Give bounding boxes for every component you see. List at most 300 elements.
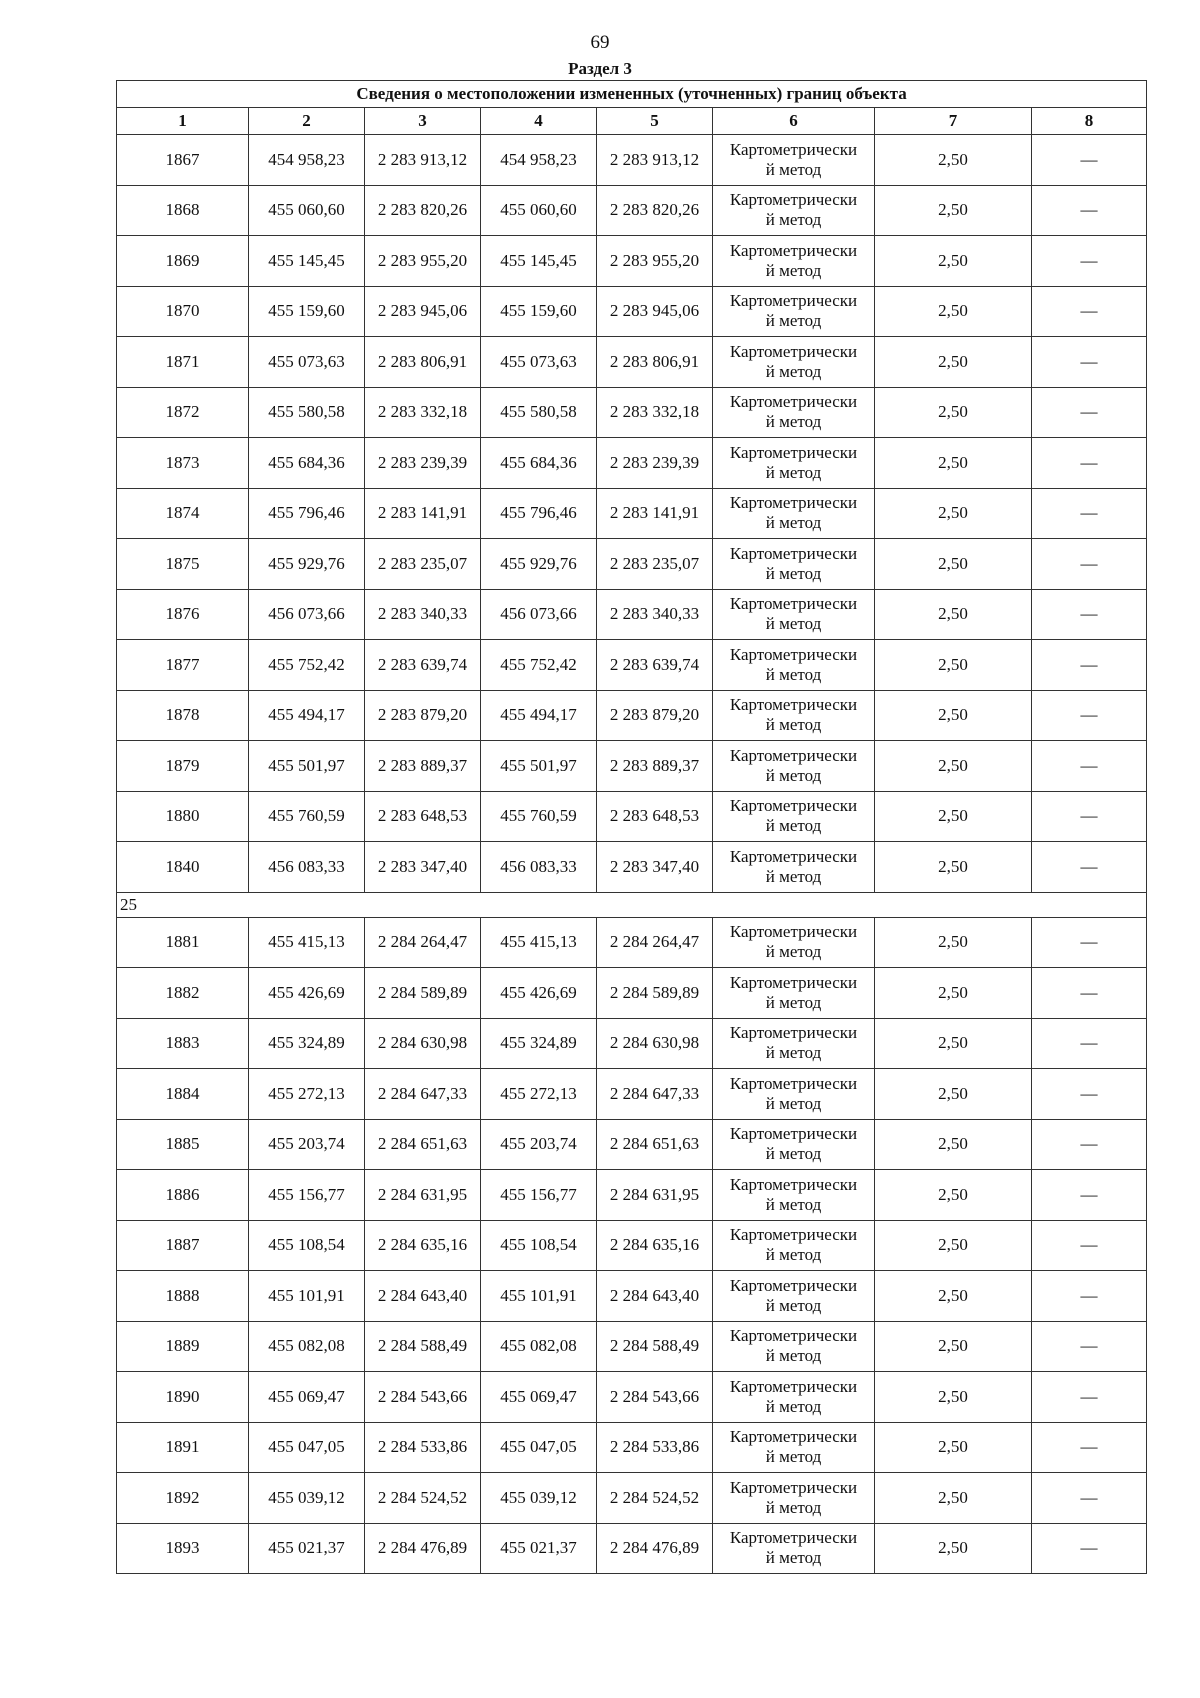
point-id-cell: 1886 bbox=[117, 1170, 249, 1221]
table-row bbox=[117, 1422, 1147, 1473]
method-text-line: й метод bbox=[765, 1144, 822, 1164]
y-new-cell: 2 283 806,91 bbox=[597, 337, 713, 388]
point-id-cell: 1880 bbox=[117, 791, 249, 842]
table-row bbox=[117, 690, 1147, 741]
description-cell: — bbox=[1032, 589, 1147, 640]
table-row bbox=[117, 1271, 1147, 1322]
point-id-cell: 1879 bbox=[117, 741, 249, 792]
method-text-line: Картометрически bbox=[729, 695, 858, 715]
page-number: 69 bbox=[590, 32, 610, 53]
description-cell: — bbox=[1032, 1170, 1147, 1221]
point-id-cell: 1867 bbox=[117, 135, 249, 186]
method-text-line: Картометрически bbox=[729, 796, 858, 816]
x-new-cell: 454 958,23 bbox=[481, 135, 597, 186]
y-old-cell: 2 284 589,89 bbox=[365, 968, 481, 1019]
column-number: 6 bbox=[713, 108, 875, 135]
description-cell: — bbox=[1032, 917, 1147, 968]
description-cell: — bbox=[1032, 640, 1147, 691]
table-row bbox=[117, 236, 1147, 287]
x-new-cell: 455 415,13 bbox=[481, 917, 597, 968]
point-id-cell: 1877 bbox=[117, 640, 249, 691]
point-id-cell: 1870 bbox=[117, 286, 249, 337]
x-old-cell: 455 415,13 bbox=[249, 917, 365, 968]
method-text-line: Картометрически bbox=[729, 972, 858, 992]
y-old-cell: 2 284 533,86 bbox=[365, 1422, 481, 1473]
method-text-line: Картометрически bbox=[729, 341, 858, 361]
point-id-cell: 1881 bbox=[117, 917, 249, 968]
table-row bbox=[117, 968, 1147, 1019]
point-id-cell: 1876 bbox=[117, 589, 249, 640]
method-cell bbox=[713, 690, 875, 741]
table-row bbox=[117, 539, 1147, 590]
y-new-cell: 2 284 635,16 bbox=[597, 1220, 713, 1271]
x-new-cell: 455 752,42 bbox=[481, 640, 597, 691]
method-text-line: Картометрически bbox=[729, 392, 858, 412]
x-old-cell: 455 684,36 bbox=[249, 438, 365, 489]
accuracy-cell: 2,50 bbox=[875, 135, 1032, 186]
method-text-line: Картометрически bbox=[729, 139, 858, 159]
accuracy-cell: 2,50 bbox=[875, 1422, 1032, 1473]
point-id-cell: 1889 bbox=[117, 1321, 249, 1372]
method-cell bbox=[713, 1069, 875, 1120]
x-old-cell: 454 958,23 bbox=[249, 135, 365, 186]
x-old-cell: 455 760,59 bbox=[249, 791, 365, 842]
point-id-cell: 1873 bbox=[117, 438, 249, 489]
accuracy-cell: 2,50 bbox=[875, 236, 1032, 287]
y-new-cell: 2 283 648,53 bbox=[597, 791, 713, 842]
method-cell bbox=[713, 438, 875, 489]
table-row bbox=[117, 1018, 1147, 1069]
y-new-cell: 2 284 643,40 bbox=[597, 1271, 713, 1322]
table-row bbox=[117, 337, 1147, 388]
method-cell bbox=[713, 589, 875, 640]
x-old-cell: 455 580,58 bbox=[249, 387, 365, 438]
column-number: 2 bbox=[249, 108, 365, 135]
table-row bbox=[117, 917, 1147, 968]
y-old-cell: 2 283 879,20 bbox=[365, 690, 481, 741]
y-new-cell: 2 283 141,91 bbox=[597, 488, 713, 539]
method-cell bbox=[713, 1220, 875, 1271]
x-new-cell: 455 101,91 bbox=[481, 1271, 597, 1322]
y-new-cell: 2 283 955,20 bbox=[597, 236, 713, 287]
accuracy-cell: 2,50 bbox=[875, 917, 1032, 968]
section-title: Раздел 3 bbox=[568, 59, 632, 78]
table-row bbox=[117, 1523, 1147, 1574]
boundary-coordinates-table bbox=[116, 80, 1147, 1574]
description-cell: — bbox=[1032, 1119, 1147, 1170]
x-old-cell: 455 426,69 bbox=[249, 968, 365, 1019]
accuracy-cell: 2,50 bbox=[875, 1069, 1032, 1120]
point-id-cell: 1892 bbox=[117, 1473, 249, 1524]
description-cell: — bbox=[1032, 1271, 1147, 1322]
x-new-cell: 455 580,58 bbox=[481, 387, 597, 438]
y-old-cell: 2 283 239,39 bbox=[365, 438, 481, 489]
accuracy-cell: 2,50 bbox=[875, 589, 1032, 640]
y-old-cell: 2 283 332,18 bbox=[365, 387, 481, 438]
accuracy-cell: 2,50 bbox=[875, 640, 1032, 691]
accuracy-cell: 2,50 bbox=[875, 968, 1032, 1019]
description-cell: — bbox=[1032, 185, 1147, 236]
y-old-cell: 2 283 347,40 bbox=[365, 842, 481, 893]
x-new-cell: 455 073,63 bbox=[481, 337, 597, 388]
method-cell bbox=[713, 286, 875, 337]
accuracy-cell: 2,50 bbox=[875, 1018, 1032, 1069]
group-label: 25 bbox=[117, 892, 1147, 917]
method-text-line: й метод bbox=[765, 1194, 822, 1214]
point-id-cell: 1878 bbox=[117, 690, 249, 741]
y-new-cell: 2 284 264,47 bbox=[597, 917, 713, 968]
description-cell: — bbox=[1032, 337, 1147, 388]
method-text-line: й метод bbox=[765, 1447, 822, 1467]
method-cell bbox=[713, 539, 875, 590]
column-number: 5 bbox=[597, 108, 713, 135]
point-id-cell: 1885 bbox=[117, 1119, 249, 1170]
y-old-cell: 2 283 141,91 bbox=[365, 488, 481, 539]
y-new-cell: 2 283 235,07 bbox=[597, 539, 713, 590]
method-cell bbox=[713, 1473, 875, 1524]
x-new-cell: 455 021,37 bbox=[481, 1523, 597, 1574]
y-new-cell: 2 283 879,20 bbox=[597, 690, 713, 741]
description-cell: — bbox=[1032, 135, 1147, 186]
table-row bbox=[117, 1372, 1147, 1423]
table-row bbox=[117, 1473, 1147, 1524]
x-old-cell: 455 156,77 bbox=[249, 1170, 365, 1221]
accuracy-cell: 2,50 bbox=[875, 337, 1032, 388]
point-id-cell: 1840 bbox=[117, 842, 249, 893]
point-id-cell: 1875 bbox=[117, 539, 249, 590]
accuracy-cell: 2,50 bbox=[875, 1523, 1032, 1574]
x-new-cell: 455 060,60 bbox=[481, 185, 597, 236]
method-text-line: Картометрически bbox=[729, 543, 858, 563]
method-text-line: Картометрически bbox=[729, 1275, 858, 1295]
accuracy-cell: 2,50 bbox=[875, 1321, 1032, 1372]
point-id-cell: 1883 bbox=[117, 1018, 249, 1069]
x-new-cell: 455 684,36 bbox=[481, 438, 597, 489]
x-new-cell: 455 426,69 bbox=[481, 968, 597, 1019]
point-id-cell: 1887 bbox=[117, 1220, 249, 1271]
method-text-line: Картометрически bbox=[729, 1023, 858, 1043]
column-number: 1 bbox=[117, 108, 249, 135]
method-cell bbox=[713, 488, 875, 539]
method-text-line: й метод bbox=[765, 942, 822, 962]
table-row bbox=[117, 1220, 1147, 1271]
table-row bbox=[117, 741, 1147, 792]
y-old-cell: 2 283 340,33 bbox=[365, 589, 481, 640]
method-cell bbox=[713, 236, 875, 287]
y-new-cell: 2 284 533,86 bbox=[597, 1422, 713, 1473]
y-old-cell: 2 284 543,66 bbox=[365, 1372, 481, 1423]
y-new-cell: 2 283 340,33 bbox=[597, 589, 713, 640]
description-cell: — bbox=[1032, 387, 1147, 438]
table-row bbox=[117, 438, 1147, 489]
description-cell: — bbox=[1032, 1372, 1147, 1423]
method-text-line: Картометрически bbox=[729, 1124, 858, 1144]
x-new-cell: 455 082,08 bbox=[481, 1321, 597, 1372]
description-cell: — bbox=[1032, 1422, 1147, 1473]
y-new-cell: 2 284 630,98 bbox=[597, 1018, 713, 1069]
method-text-line: й метод bbox=[765, 765, 822, 785]
method-text-line: Картометрически bbox=[729, 922, 858, 942]
y-old-cell: 2 284 264,47 bbox=[365, 917, 481, 968]
accuracy-cell: 2,50 bbox=[875, 387, 1032, 438]
accuracy-cell: 2,50 bbox=[875, 1119, 1032, 1170]
method-text-line: й метод bbox=[765, 816, 822, 836]
accuracy-cell: 2,50 bbox=[875, 539, 1032, 590]
x-old-cell: 455 494,17 bbox=[249, 690, 365, 741]
x-old-cell: 455 929,76 bbox=[249, 539, 365, 590]
y-new-cell: 2 284 647,33 bbox=[597, 1069, 713, 1120]
accuracy-cell: 2,50 bbox=[875, 1473, 1032, 1524]
x-new-cell: 455 796,46 bbox=[481, 488, 597, 539]
x-new-cell: 455 039,12 bbox=[481, 1473, 597, 1524]
x-new-cell: 455 494,17 bbox=[481, 690, 597, 741]
y-old-cell: 2 283 913,12 bbox=[365, 135, 481, 186]
accuracy-cell: 2,50 bbox=[875, 791, 1032, 842]
accuracy-cell: 2,50 bbox=[875, 185, 1032, 236]
method-text-line: й метод bbox=[765, 462, 822, 482]
y-new-cell: 2 284 631,95 bbox=[597, 1170, 713, 1221]
y-old-cell: 2 284 476,89 bbox=[365, 1523, 481, 1574]
x-old-cell: 456 083,33 bbox=[249, 842, 365, 893]
accuracy-cell: 2,50 bbox=[875, 488, 1032, 539]
method-cell bbox=[713, 741, 875, 792]
method-cell bbox=[713, 917, 875, 968]
accuracy-cell: 2,50 bbox=[875, 842, 1032, 893]
x-old-cell: 455 501,97 bbox=[249, 741, 365, 792]
table-row bbox=[117, 1069, 1147, 1120]
y-old-cell: 2 283 806,91 bbox=[365, 337, 481, 388]
table-row bbox=[117, 185, 1147, 236]
description-cell: — bbox=[1032, 1018, 1147, 1069]
method-text-line: й метод bbox=[765, 513, 822, 533]
point-id-cell: 1884 bbox=[117, 1069, 249, 1120]
y-new-cell: 2 284 476,89 bbox=[597, 1523, 713, 1574]
method-text-line: й метод bbox=[765, 1396, 822, 1416]
table-row bbox=[117, 488, 1147, 539]
method-text-line: й метод bbox=[765, 1497, 822, 1517]
method-text-line: й метод bbox=[765, 715, 822, 735]
y-old-cell: 2 283 889,37 bbox=[365, 741, 481, 792]
method-text-line: Картометрически bbox=[729, 291, 858, 311]
x-old-cell: 455 324,89 bbox=[249, 1018, 365, 1069]
point-id-cell: 1891 bbox=[117, 1422, 249, 1473]
method-text-line: Картометрически bbox=[729, 1477, 858, 1497]
method-cell bbox=[713, 968, 875, 1019]
method-text-line: Картометрически bbox=[729, 190, 858, 210]
x-new-cell: 455 145,45 bbox=[481, 236, 597, 287]
accuracy-cell: 2,50 bbox=[875, 741, 1032, 792]
point-id-cell: 1888 bbox=[117, 1271, 249, 1322]
method-cell bbox=[713, 387, 875, 438]
x-old-cell: 455 101,91 bbox=[249, 1271, 365, 1322]
point-id-cell: 1869 bbox=[117, 236, 249, 287]
point-id-cell: 1872 bbox=[117, 387, 249, 438]
description-cell: — bbox=[1032, 539, 1147, 590]
method-cell bbox=[713, 791, 875, 842]
description-cell: — bbox=[1032, 1523, 1147, 1574]
y-old-cell: 2 284 643,40 bbox=[365, 1271, 481, 1322]
method-cell bbox=[713, 1372, 875, 1423]
y-new-cell: 2 284 524,52 bbox=[597, 1473, 713, 1524]
x-old-cell: 455 272,13 bbox=[249, 1069, 365, 1120]
y-old-cell: 2 284 647,33 bbox=[365, 1069, 481, 1120]
x-new-cell: 455 760,59 bbox=[481, 791, 597, 842]
x-old-cell: 455 047,05 bbox=[249, 1422, 365, 1473]
description-cell: — bbox=[1032, 791, 1147, 842]
description-cell: — bbox=[1032, 842, 1147, 893]
method-text-line: Картометрически bbox=[729, 1174, 858, 1194]
y-new-cell: 2 284 543,66 bbox=[597, 1372, 713, 1423]
method-cell bbox=[713, 1119, 875, 1170]
y-old-cell: 2 284 631,95 bbox=[365, 1170, 481, 1221]
x-old-cell: 455 082,08 bbox=[249, 1321, 365, 1372]
method-text-line: Картометрически bbox=[729, 493, 858, 513]
method-cell bbox=[713, 1422, 875, 1473]
description-cell: — bbox=[1032, 690, 1147, 741]
table-row bbox=[117, 589, 1147, 640]
x-old-cell: 455 039,12 bbox=[249, 1473, 365, 1524]
method-text-line: й метод bbox=[765, 361, 822, 381]
accuracy-cell: 2,50 bbox=[875, 1170, 1032, 1221]
y-new-cell: 2 283 889,37 bbox=[597, 741, 713, 792]
x-new-cell: 455 929,76 bbox=[481, 539, 597, 590]
y-new-cell: 2 283 639,74 bbox=[597, 640, 713, 691]
accuracy-cell: 2,50 bbox=[875, 1372, 1032, 1423]
description-cell: — bbox=[1032, 1473, 1147, 1524]
y-old-cell: 2 284 651,63 bbox=[365, 1119, 481, 1170]
method-text-line: Картометрически bbox=[729, 240, 858, 260]
method-cell bbox=[713, 1170, 875, 1221]
method-text-line: й метод bbox=[765, 159, 822, 179]
description-cell: — bbox=[1032, 1220, 1147, 1271]
x-new-cell: 456 083,33 bbox=[481, 842, 597, 893]
accuracy-cell: 2,50 bbox=[875, 286, 1032, 337]
point-id-cell: 1882 bbox=[117, 968, 249, 1019]
column-number: 7 bbox=[875, 108, 1032, 135]
method-text-line: Картометрически bbox=[729, 745, 858, 765]
point-id-cell: 1871 bbox=[117, 337, 249, 388]
method-text-line: Картометрически bbox=[729, 1073, 858, 1093]
y-new-cell: 2 284 651,63 bbox=[597, 1119, 713, 1170]
x-old-cell: 455 145,45 bbox=[249, 236, 365, 287]
x-new-cell: 455 501,97 bbox=[481, 741, 597, 792]
x-new-cell: 456 073,66 bbox=[481, 589, 597, 640]
table-row bbox=[117, 842, 1147, 893]
point-id-cell: 1890 bbox=[117, 1372, 249, 1423]
description-cell: — bbox=[1032, 438, 1147, 489]
method-cell bbox=[713, 1271, 875, 1322]
method-text-line: Картометрически bbox=[729, 594, 858, 614]
table-row bbox=[117, 640, 1147, 691]
method-text-line: й метод bbox=[765, 1346, 822, 1366]
x-old-cell: 455 069,47 bbox=[249, 1372, 365, 1423]
method-text-line: й метод bbox=[765, 563, 822, 583]
accuracy-cell: 2,50 bbox=[875, 438, 1032, 489]
x-new-cell: 455 069,47 bbox=[481, 1372, 597, 1423]
group-label-row bbox=[117, 892, 1147, 917]
description-cell: — bbox=[1032, 968, 1147, 1019]
description-cell: — bbox=[1032, 286, 1147, 337]
description-cell: — bbox=[1032, 1069, 1147, 1120]
method-text-line: й метод bbox=[765, 1245, 822, 1265]
y-old-cell: 2 283 648,53 bbox=[365, 791, 481, 842]
method-cell bbox=[713, 1321, 875, 1372]
description-cell: — bbox=[1032, 1321, 1147, 1372]
method-text-line: й метод bbox=[765, 260, 822, 280]
method-text-line: Картометрически bbox=[729, 1376, 858, 1396]
point-id-cell: 1874 bbox=[117, 488, 249, 539]
description-cell: — bbox=[1032, 741, 1147, 792]
x-new-cell: 455 108,54 bbox=[481, 1220, 597, 1271]
y-new-cell: 2 283 820,26 bbox=[597, 185, 713, 236]
y-old-cell: 2 283 235,07 bbox=[365, 539, 481, 590]
y-old-cell: 2 284 630,98 bbox=[365, 1018, 481, 1069]
method-text-line: й метод bbox=[765, 311, 822, 331]
x-old-cell: 455 203,74 bbox=[249, 1119, 365, 1170]
accuracy-cell: 2,50 bbox=[875, 1220, 1032, 1271]
method-text-line: й метод bbox=[765, 866, 822, 886]
x-old-cell: 455 060,60 bbox=[249, 185, 365, 236]
x-old-cell: 455 796,46 bbox=[249, 488, 365, 539]
method-text-line: й метод bbox=[765, 412, 822, 432]
method-text-line: Картометрически bbox=[729, 442, 858, 462]
y-new-cell: 2 283 347,40 bbox=[597, 842, 713, 893]
x-new-cell: 455 156,77 bbox=[481, 1170, 597, 1221]
x-new-cell: 455 203,74 bbox=[481, 1119, 597, 1170]
method-text-line: й метод bbox=[765, 210, 822, 230]
accuracy-cell: 2,50 bbox=[875, 1271, 1032, 1322]
y-old-cell: 2 283 639,74 bbox=[365, 640, 481, 691]
method-cell bbox=[713, 640, 875, 691]
y-new-cell: 2 283 945,06 bbox=[597, 286, 713, 337]
method-text-line: Картометрически bbox=[729, 1427, 858, 1447]
method-text-line: Картометрически bbox=[729, 846, 858, 866]
y-old-cell: 2 284 635,16 bbox=[365, 1220, 481, 1271]
x-old-cell: 455 752,42 bbox=[249, 640, 365, 691]
column-number: 8 bbox=[1032, 108, 1147, 135]
method-text-line: й метод bbox=[765, 614, 822, 634]
table-row bbox=[117, 791, 1147, 842]
point-id-cell: 1868 bbox=[117, 185, 249, 236]
method-text-line: й метод bbox=[765, 1043, 822, 1063]
method-text-line: Картометрически bbox=[729, 1528, 858, 1548]
table-row bbox=[117, 1119, 1147, 1170]
y-new-cell: 2 283 239,39 bbox=[597, 438, 713, 489]
table-row bbox=[117, 286, 1147, 337]
method-cell bbox=[713, 337, 875, 388]
y-old-cell: 2 284 588,49 bbox=[365, 1321, 481, 1372]
method-text-line: Картометрически bbox=[729, 644, 858, 664]
method-text-line: й метод bbox=[765, 1295, 822, 1315]
description-cell: — bbox=[1032, 488, 1147, 539]
table-row bbox=[117, 1321, 1147, 1372]
y-old-cell: 2 283 955,20 bbox=[365, 236, 481, 287]
y-old-cell: 2 284 524,52 bbox=[365, 1473, 481, 1524]
y-new-cell: 2 283 913,12 bbox=[597, 135, 713, 186]
method-cell bbox=[713, 135, 875, 186]
method-text-line: Картометрически bbox=[729, 1326, 858, 1346]
x-new-cell: 455 047,05 bbox=[481, 1422, 597, 1473]
method-cell bbox=[713, 1018, 875, 1069]
y-new-cell: 2 284 588,49 bbox=[597, 1321, 713, 1372]
column-number: 3 bbox=[365, 108, 481, 135]
x-old-cell: 455 108,54 bbox=[249, 1220, 365, 1271]
table-body bbox=[117, 135, 1147, 1574]
method-cell bbox=[713, 842, 875, 893]
x-new-cell: 455 272,13 bbox=[481, 1069, 597, 1120]
x-old-cell: 455 073,63 bbox=[249, 337, 365, 388]
column-number: 4 bbox=[481, 108, 597, 135]
